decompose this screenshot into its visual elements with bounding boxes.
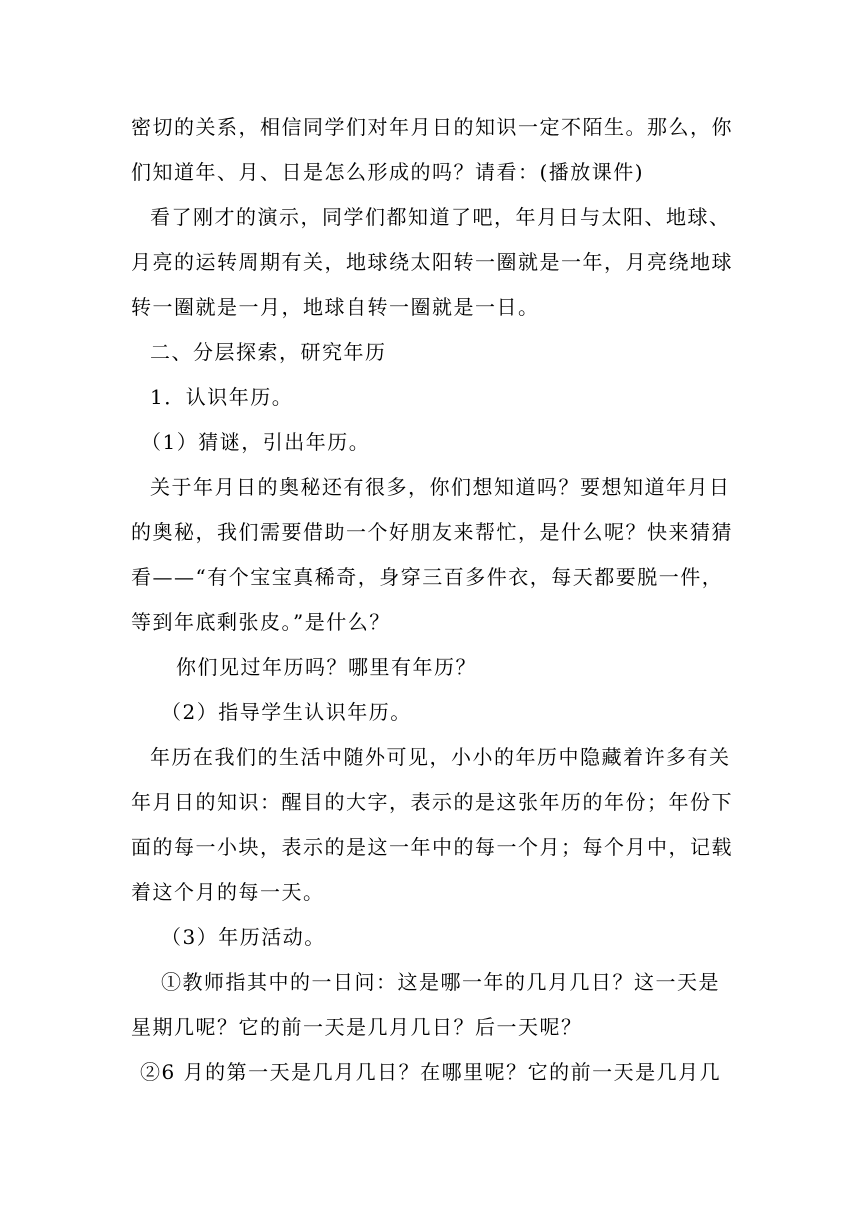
paragraph-line: 看了刚才的演示，同学们都知道了吧，年月日与太阳、地球、 — [150, 205, 731, 229]
subsection-heading: （2）指导学生认识年历。 — [161, 700, 412, 724]
paragraph-line: 星期几呢？它的前一天是几月几日？后一天呢？ — [131, 1015, 583, 1039]
paragraph-line: ②6 月的第一天是几月几日？在哪里呢？它的前一天是几月几 — [140, 1060, 722, 1084]
paragraph-line: 年月日的知识：醒目的大字，表示的是这张年历的年份；年份下 — [131, 790, 733, 814]
paragraph-line: 面的每一小块，表示的是这一年中的每一个月；每个月中，记载 — [131, 835, 733, 859]
paragraph-line: 你们见过年历吗？哪里有年历？ — [176, 655, 477, 679]
paragraph-line: 月亮的运转周期有关，地球绕太阳转一圈就是一年，月亮绕地球 — [131, 250, 733, 274]
paragraph-line: 年历在我们的生活中随外可见，小小的年历中隐藏着许多有关 — [150, 745, 731, 769]
section-heading: 二、分层探索，研究年历 — [150, 340, 387, 364]
subsection-heading: （3）年历活动。 — [161, 925, 326, 949]
subsection-heading: （1）猜谜，引出年历。 — [141, 430, 371, 454]
paragraph-line: 着这个月的每一天。 — [131, 880, 325, 904]
paragraph-line: ①教师指其中的一日问：这是哪一年的几月几日？这一天是 — [161, 970, 720, 994]
paragraph-line: 们知道年、月、日是怎么形成的吗？请看：(播放课件) — [131, 160, 645, 184]
paragraph-line: 关于年月日的奥秘还有很多，你们想知道吗？要想知道年月日 — [150, 475, 731, 499]
subsection-heading: 1．认识年历。 — [150, 385, 294, 409]
paragraph-line: 等到年底剩张皮。”是什么？ — [131, 610, 391, 634]
paragraph-line: 看——“有个宝宝真稀奇，身穿三百多件衣，每天都要脱一件， — [131, 565, 724, 589]
paragraph-line: 的奥秘，我们需要借助一个好朋友来帮忙，是什么呢？快来猜猜 — [131, 520, 733, 544]
paragraph-line: 转一圈就是一月，地球自转一圈就是一日。 — [131, 295, 540, 319]
paragraph-line: 密切的关系，相信同学们对年月日的知识一定不陌生。那么，你 — [131, 115, 733, 139]
